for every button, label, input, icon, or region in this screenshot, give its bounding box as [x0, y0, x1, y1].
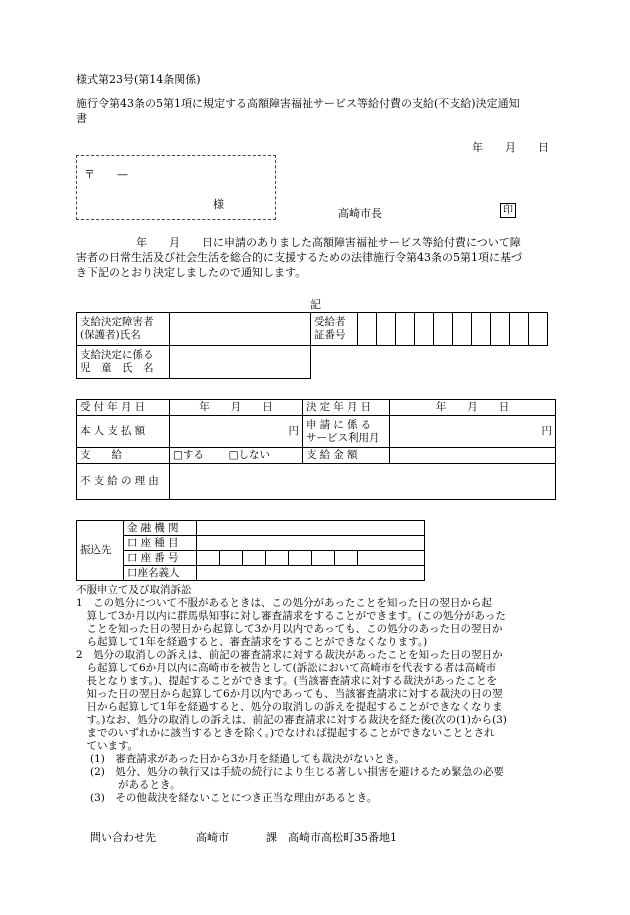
form-number: 様式第23号(第14条関係) [76, 73, 201, 86]
appeal-heading: 不服申立て及び取消訴訟 [76, 584, 192, 596]
appeal-sub2-cont: があるとき。 [118, 779, 181, 791]
nonpayment-reason-label: 不支給の理由 [77, 464, 170, 500]
payment-label: 支 給 [77, 448, 170, 464]
appeal-item1-line: ら起算して1年を経過すると、審査請求をすることができなくなります。) [76, 636, 428, 648]
receipt-date-field[interactable]: 年 月 日 [170, 400, 303, 416]
appeal-item2-line: までのいずれかに該当するときを除く。)でなければ提起することができないこととされ [76, 727, 495, 739]
payment-options[interactable] [170, 448, 303, 464]
applicant-name-field[interactable] [170, 313, 311, 346]
bank-institution-label: 金融機関 [124, 521, 197, 536]
receipt-date-label: 受付年月日 [77, 400, 170, 416]
contact-city: 高崎市 [196, 831, 229, 844]
account-digit[interactable] [220, 551, 243, 566]
account-number-rest[interactable] [358, 551, 425, 566]
decision-date-field[interactable]: 年 月 日 [390, 400, 556, 416]
self-pay-label: 本人支払額 [77, 416, 170, 448]
appeal-item2-line: す。)なお、処分の取消しの訴えは、前記の審査請求に対する裁決を経た後(次の(1)から(3) [76, 714, 507, 726]
ki-label: 記 [310, 298, 321, 311]
document-title-line1: 施行令第43条の5第1項に規定する高額障害福祉サービス等給付費の支給(不支給)決定通知 [76, 97, 520, 110]
recipient-number-label: 受給者 証番号 [311, 313, 358, 346]
body-text-line2: 害者の日常生活及び社会生活を総合的に支援するための法律施行令第43条の5第1項に基づ [76, 251, 522, 264]
appeal-section [76, 584, 558, 805]
addressee-sama: 様 [213, 198, 224, 211]
account-number-label: 口座番号 [124, 551, 197, 566]
contact-ka: 課 [266, 831, 277, 844]
appeal-item2-line: ら起算して6か月以内に高崎市を被告として(訴訟において高崎市を代表する者は高崎市 [76, 662, 497, 674]
recipient-digit[interactable] [358, 313, 377, 346]
appeal-sub1: (1) 審査請求があった日から3か月を経過しても裁決がないとき。 [90, 753, 406, 765]
appeal-item2-line: 長となります。)、提起することができます。(当該審査請求に対する裁決があったことを [76, 675, 498, 687]
account-holder-field[interactable] [197, 566, 425, 581]
child-name-field[interactable] [170, 346, 311, 379]
recipient-digit[interactable] [491, 313, 510, 346]
appeal-item2-line: 日から起算して1年を経過すると、処分の取消しの訴えを提起することができなくなりま [76, 701, 503, 713]
applicant-name-label: 支給決定障害者 (保護者)氏名 [77, 313, 170, 346]
decision-table [76, 399, 556, 500]
furikomi-label: 振込先 [77, 521, 124, 581]
account-digit[interactable] [243, 551, 266, 566]
body-text-line1: 年 月 日に申請のありました高額障害福祉サービス等給付費について障 [136, 236, 521, 249]
body-text-line3: き下記のとおり決定しましたので通知します。 [76, 266, 307, 279]
document-title-line2: 書 [76, 112, 87, 125]
bank-table [76, 520, 425, 581]
appeal-item2-line: ています。 [76, 740, 139, 752]
payment-no-checkbox[interactable]: □しない [228, 449, 271, 462]
appeal-item2-line: 2 処分の取消しの訴えは、前記の審査請求に対する裁決があったことを知った日の翌日か [76, 649, 503, 661]
account-digit[interactable] [197, 551, 220, 566]
payment-amount-label: 支給金額 [303, 448, 390, 464]
recipient-digit[interactable] [529, 313, 548, 346]
appeal-sub2: (2) 処分、処分の執行又は手続の続行により生じる著しい損害を避けるため緊急の必要 [90, 766, 504, 778]
recipient-digit[interactable] [472, 313, 491, 346]
issuer-name: 高崎市長 [338, 207, 382, 220]
recipient-digit[interactable] [453, 313, 472, 346]
service-month-field[interactable]: 円 [390, 416, 556, 448]
issuer-seal: 印 [500, 203, 516, 218]
contact-label: 問い合わせ先 [90, 831, 156, 844]
child-table [76, 345, 311, 379]
applicant-table [76, 312, 548, 346]
contact-address: 高崎市高松町35番地1 [288, 831, 397, 844]
recipient-digit[interactable] [377, 313, 396, 346]
recipient-digit[interactable] [396, 313, 415, 346]
nonpayment-reason-field[interactable] [170, 464, 556, 500]
recipient-digit[interactable] [510, 313, 529, 346]
service-month-label: 申請に係る サービス利用月 [303, 416, 390, 448]
appeal-item1-line: ことを知った日の翌日から起算して3か月以内であっても、この処分のあった日の翌日か [76, 623, 503, 635]
decision-date-label: 決定年月日 [303, 400, 390, 416]
address-box [76, 155, 276, 220]
account-type-label: 口座種目 [124, 536, 197, 551]
account-digit[interactable] [335, 551, 358, 566]
appeal-item1-line: 1 この処分について不服があるときは、この処分があったことを知った日の翌日から起 [76, 597, 492, 609]
account-holder-label: 口座名義人 [124, 566, 197, 581]
self-pay-field[interactable]: 円 [170, 416, 303, 448]
appeal-sub3: (3) その他裁決を経ないことにつき正当な理由があるとき。 [90, 792, 378, 804]
bank-institution-field[interactable] [197, 521, 425, 536]
child-name-label: 支給決定に係る 児 童 氏 名 [77, 346, 170, 379]
payment-amount-field[interactable] [390, 448, 556, 464]
account-type-field[interactable] [197, 536, 425, 551]
account-digit[interactable] [312, 551, 335, 566]
recipient-digit[interactable] [434, 313, 453, 346]
date-header: 年 月 日 [472, 141, 549, 154]
appeal-item1-line: 算して3か月以内に群馬県知事に対し審査請求をすることができます。(この処分があった [76, 610, 506, 622]
account-digit[interactable] [266, 551, 289, 566]
appeal-item2-line: 知った日の翌日から起算して6か月以内であっても、当該審査請求に対する裁決の日の翌 [76, 688, 503, 700]
postal-mark: 〒 — [84, 168, 128, 181]
account-digit[interactable] [289, 551, 312, 566]
recipient-digit[interactable] [415, 313, 434, 346]
payment-yes-checkbox[interactable]: □する [173, 449, 204, 462]
